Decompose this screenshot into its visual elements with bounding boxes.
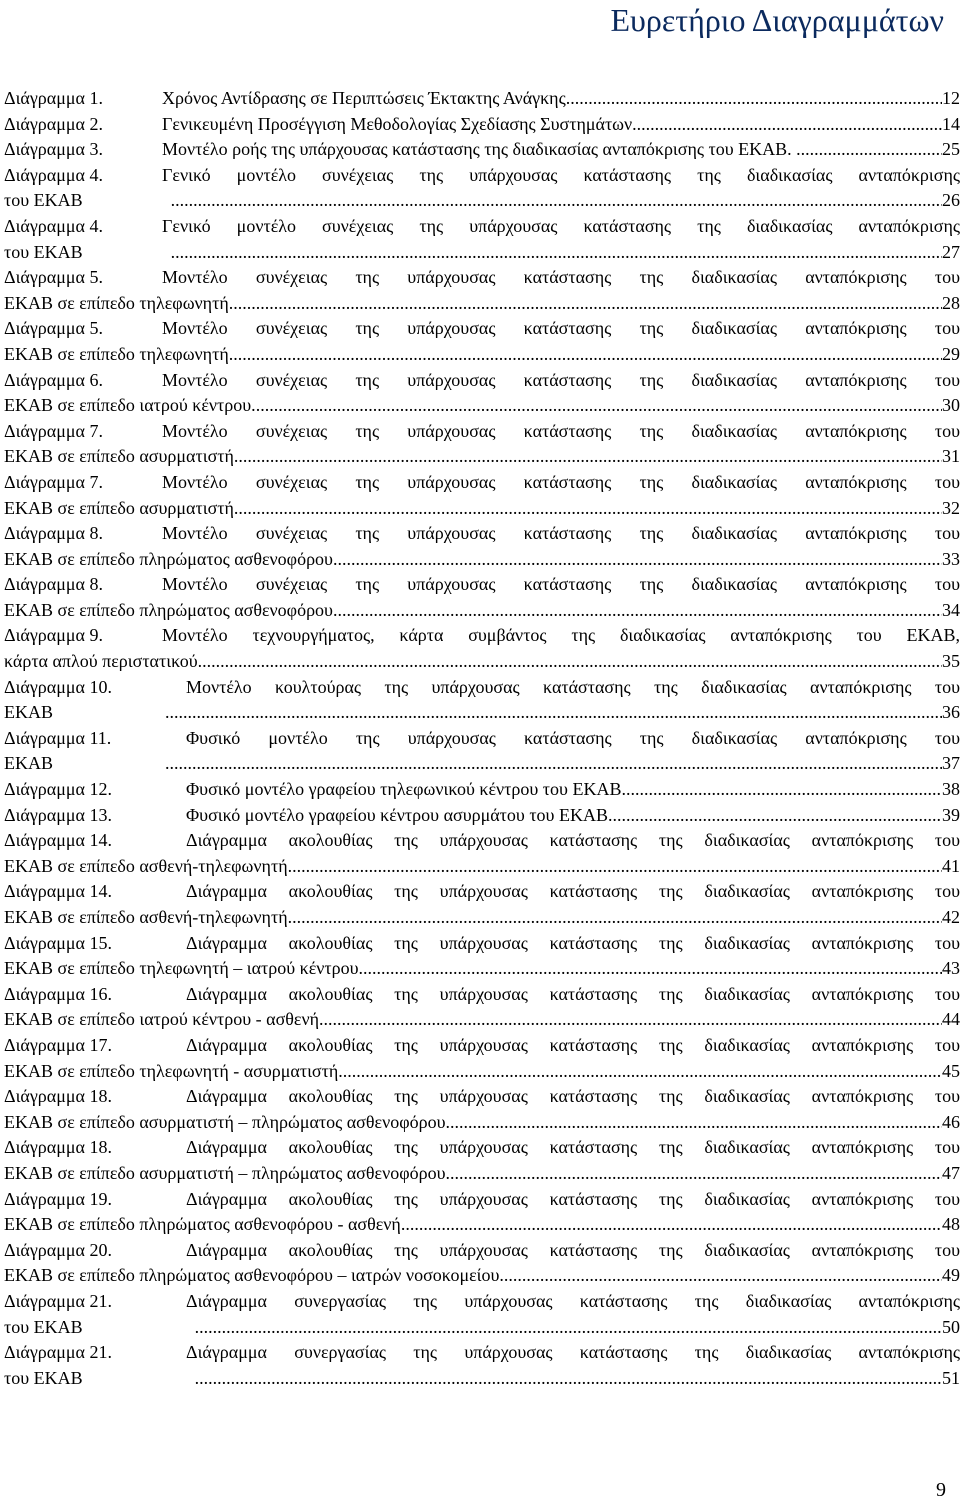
toc-entry-page: 30 [942, 395, 960, 416]
toc-entry-page: 12 [942, 88, 960, 108]
toc-entry-title: Διάγραμμα συνεργασίας της υπάρχουσας κατάστασης της διαδικασίας ανταπόκρισης [186, 1290, 960, 1311]
toc-entry-title: Διάγραμμα ακολουθίας της υπάρχουσας κατάστασης της διαδικασίας ανταπόκρισης του [186, 932, 960, 953]
toc-entry-label: Διάγραμμα 12. [4, 779, 112, 800]
toc-entry-label: Διάγραμμα 20. [4, 1239, 112, 1260]
toc-entry[interactable] [4, 112, 960, 138]
toc-entry[interactable] [4, 521, 960, 572]
toc-entry-label: Διάγραμμα 8. [4, 574, 103, 595]
dot-leader [337, 547, 942, 573]
dot-leader [566, 86, 942, 112]
toc-entry[interactable] [4, 1033, 960, 1084]
dot-leader [198, 649, 942, 675]
diagram-index-list [4, 86, 960, 1391]
toc-entry-label: Διάγραμμα 1. [4, 88, 103, 108]
toc-entry-title: Διάγραμμα ακολουθίας της υπάρχουσας κατάστασης της διαδικασίας ανταπόκρισης του [186, 1086, 960, 1107]
dot-leader [195, 1315, 942, 1341]
toc-entry-page: 31 [942, 446, 960, 467]
toc-entry[interactable] [4, 675, 960, 726]
toc-entry-page: 46 [942, 1111, 960, 1132]
toc-entry-title: Μοντέλο συνέχειας της υπάρχουσας κατάστασης της διαδικασίας ανταπόκρισης του [162, 471, 960, 492]
toc-entry-title-continued: ΕΚΑΒ σε επίπεδο τηλεφωνητή - ασυρματιστή. [4, 1060, 343, 1081]
toc-entry-title-continued: ΕΚΑΒ σε επίπεδο ασυρματιστή. [4, 497, 239, 518]
toc-entry[interactable] [4, 828, 960, 879]
toc-entry-label: Διάγραμμα 10. [4, 676, 112, 697]
toc-entry-title-continued: ΕΚΑΒ [4, 753, 53, 774]
dot-leader [233, 291, 942, 317]
toc-entry-title-continued: ΕΚΑΒ σε επίπεδο ασυρματιστή. [4, 446, 239, 467]
toc-entry-page: 37 [942, 753, 960, 774]
toc-entry-page: 39 [942, 804, 960, 825]
dot-leader [450, 1161, 942, 1187]
toc-entry-page: 38 [942, 779, 960, 800]
toc-entry-label: Διάγραμμα 5. [4, 267, 103, 288]
toc-entry-page: 45 [942, 1060, 960, 1081]
toc-entry-label: Διάγραμμα 14. [4, 830, 112, 851]
toc-entry-page: 14 [942, 113, 960, 134]
toc-entry-label: Διάγραμμα 21. [4, 1290, 112, 1311]
toc-entry-title-continued: ΕΚΑΒ [4, 702, 53, 723]
toc-entry[interactable] [4, 931, 960, 982]
dot-leader [621, 777, 942, 803]
toc-entry[interactable] [4, 1187, 960, 1238]
toc-entry-title: Γενικευμένη Προσέγγιση Μεθοδολογίας Σχεδίασης Συστημάτων [162, 113, 633, 134]
toc-entry-page: 33 [942, 548, 960, 569]
toc-entry-title-continued: του ΕΚΑΒ [4, 241, 83, 262]
toc-entry-label: Διάγραμμα 7. [4, 471, 103, 492]
toc-entry-page: 42 [942, 907, 960, 927]
toc-entry-page: 50 [942, 1316, 960, 1337]
toc-entry-title: Μοντέλο συνέχειας της υπάρχουσας κατάστασης της διαδικασίας ανταπόκρισης του [162, 318, 960, 339]
toc-entry-title: Μοντέλο συνέχειας της υπάρχουσας κατάστασης της διαδικασίας ανταπόκρισης του [162, 523, 960, 544]
toc-entry-label: Διάγραμμα 11. [4, 727, 112, 748]
toc-entry-label: Διάγραμμα 13. [4, 804, 112, 825]
toc-entry-label: Διάγραμμα 4. [4, 215, 103, 236]
toc-entry[interactable] [4, 1084, 960, 1135]
toc-entry-page: 48 [942, 1214, 960, 1235]
dot-leader [343, 1059, 942, 1085]
toc-entry[interactable] [4, 368, 960, 419]
toc-entry[interactable] [4, 214, 960, 265]
toc-entry[interactable] [4, 86, 960, 112]
dot-leader [450, 1110, 942, 1136]
toc-entry-title-continued: ΕΚΑΒ σε επίπεδο πληρώματος ασθενοφόρου – ιατρών νοσοκομείου. [4, 1265, 504, 1286]
toc-entry-title: Μοντέλο συνέχειας της υπάρχουσας κατάστασης της διαδικασίας ανταπόκρισης του [162, 420, 960, 441]
toc-entry-label: Διάγραμμα 17. [4, 1034, 112, 1055]
dot-leader [238, 444, 942, 470]
dot-leader [405, 1212, 942, 1238]
toc-entry[interactable] [4, 982, 960, 1033]
dot-leader [292, 854, 942, 880]
toc-entry[interactable] [4, 137, 960, 163]
toc-entry-page: 41 [942, 855, 960, 876]
toc-entry-page: 49 [942, 1265, 960, 1286]
toc-entry[interactable] [4, 1238, 960, 1289]
toc-entry[interactable] [4, 419, 960, 470]
dot-leader [256, 393, 942, 419]
dot-leader [238, 496, 942, 522]
dot-leader [632, 112, 942, 138]
toc-entry-title: Γενικό μοντέλο συνέχειας της υπάρχουσας κατάστασης της διαδικασίας ανταπόκρισης [162, 215, 960, 236]
toc-entry-page: 32 [942, 497, 960, 518]
toc-entry-title: Διάγραμμα ακολουθίας της υπάρχουσας κατάστασης της διαδικασίας ανταπόκρισης του [186, 983, 960, 1004]
toc-entry-title-continued: του ΕΚΑΒ [4, 1367, 83, 1388]
dot-leader [195, 1366, 942, 1392]
toc-entry-title: Μοντέλο συνέχειας της υπάρχουσας κατάστασης της διαδικασίας ανταπόκρισης του [162, 267, 960, 288]
dot-leader [337, 598, 942, 624]
toc-entry-page: 47 [942, 1162, 960, 1183]
toc-entry-page: 43 [942, 958, 960, 979]
toc-entry-title: Μοντέλο συνέχειας της υπάρχουσας κατάστασης της διαδικασίας ανταπόκρισης του [162, 574, 960, 595]
toc-entry-label: Διάγραμμα 5. [4, 318, 103, 339]
toc-entry-title: Διάγραμμα ακολουθίας της υπάρχουσας κατάστασης της διαδικασίας ανταπόκρισης του [186, 830, 960, 851]
toc-entry-title: Μοντέλο τεχνουργήματος, κάρτα συμβάντος της διαδικασίας ανταπόκρισης του ΕΚΑΒ, [162, 625, 960, 646]
toc-entry[interactable] [4, 803, 960, 829]
toc-entry-page: 34 [942, 599, 960, 620]
toc-entry-label: Διάγραμμα 21. [4, 1342, 112, 1363]
toc-entry-page: 29 [942, 343, 960, 364]
dot-leader [171, 188, 942, 214]
toc-entry-title-continued: ΕΚΑΒ σε επίπεδο τηλεφωνητή – ιατρού κέντρου. [4, 958, 364, 979]
toc-entry-title: Μοντέλο κουλτούρας της υπάρχουσας κατάστασης της διαδικασίας ανταπόκρισης του [186, 676, 960, 697]
page-title: Ευρετήριο Διαγραμμάτων [610, 2, 944, 38]
toc-entry-title: Διάγραμμα ακολουθίας της υπάρχουσας κατάστασης της διαδικασίας ανταπόκρισης του [186, 1239, 960, 1260]
toc-entry-title-continued: ΕΚΑΒ σε επίπεδο ιατρού κέντρου - ασθενή. [4, 1009, 324, 1030]
dot-leader [233, 342, 942, 368]
dot-leader [165, 751, 942, 777]
toc-entry-label: Διάγραμμα 18. [4, 1086, 112, 1107]
toc-entry[interactable] [4, 265, 960, 316]
toc-entry-title-continued: ΕΚΑΒ σε επίπεδο πληρώματος ασθενοφόρου - ασθενή. [4, 1214, 406, 1235]
toc-entry-title: Φυσικό μοντέλο γραφείου κέντρου ασυρμάτου του ΕΚΑΒ [186, 804, 608, 825]
toc-entry-label: Διάγραμμα 16. [4, 983, 112, 1004]
toc-entry-title-continued: ΕΚΑΒ σε επίπεδο ασυρματιστή – πληρώματος ασθενοφόρου. [4, 1162, 450, 1183]
toc-entry-page: 26 [942, 190, 960, 211]
toc-entry-label: Διάγραμμα 15. [4, 932, 112, 953]
dot-leader [324, 1007, 942, 1033]
toc-entry-title-continued: ΕΚΑΒ σε επίπεδο τηλεφωνητή. [4, 292, 234, 313]
toc-entry[interactable] [4, 316, 960, 367]
toc-entry-page: 35 [942, 651, 960, 672]
toc-entry-label: Διάγραμμα 9. [4, 625, 103, 646]
toc-entry-label: Διάγραμμα 6. [4, 369, 103, 390]
dot-leader [504, 1263, 942, 1289]
toc-entry-label: Διάγραμμα 7. [4, 420, 103, 441]
toc-entry-title-continued: ΕΚΑΒ σε επίπεδο ασθενή-τηλεφωνητή. [4, 855, 293, 876]
toc-entry-label: Διάγραμμα 3. [4, 139, 103, 160]
toc-entry-title-continued: κάρτα απλού περιστατικού [4, 651, 198, 672]
toc-entry[interactable] [4, 777, 960, 803]
toc-entry[interactable] [4, 470, 960, 521]
toc-entry-title-continued: του ΕΚΑΒ [4, 190, 83, 211]
toc-entry-title: Διάγραμμα ακολουθίας της υπάρχουσας κατάστασης της διαδικασίας ανταπόκρισης του [186, 1137, 960, 1158]
toc-entry-label: Διάγραμμα 8. [4, 523, 103, 544]
toc-entry-title: Διάγραμμα ακολουθίας της υπάρχουσας κατάστασης της διαδικασίας ανταπόκρισης του [186, 1034, 960, 1055]
toc-entry-label: Διάγραμμα 4. [4, 164, 103, 185]
toc-entry-title: Χρόνος Αντίδρασης σε Περιπτώσεις Έκτακτης Ανάγκης [162, 88, 566, 108]
toc-entry-title-continued: ΕΚΑΒ σε επίπεδο ασθενή-τηλεφωνητή. [4, 907, 293, 927]
toc-entry-title-continued: ΕΚΑΒ σε επίπεδο ιατρού κέντρου. [4, 395, 256, 416]
toc-entry[interactable] [4, 623, 960, 674]
toc-entry-title-continued: του ΕΚΑΒ [4, 1316, 83, 1337]
dot-leader [363, 956, 942, 982]
toc-entry-title: Φυσικό μοντέλο της υπάρχουσας κατάστασης της διαδικασίας ανταπόκρισης του [186, 727, 960, 748]
toc-entry-label: Διάγραμμα 19. [4, 1188, 112, 1209]
toc-entry-title: Μοντέλο συνέχειας της υπάρχουσας κατάστασης της διαδικασίας ανταπόκρισης του [162, 369, 960, 390]
toc-entry-page: 44 [942, 1009, 960, 1030]
toc-entry[interactable] [4, 726, 960, 777]
toc-entry-page: 27 [942, 241, 960, 262]
toc-entry-title-continued: ΕΚΑΒ σε επίπεδο τηλεφωνητή. [4, 343, 234, 364]
toc-entry[interactable] [4, 879, 960, 930]
toc-entry-page: 28 [942, 292, 960, 313]
toc-entry-title: Γενικό μοντέλο συνέχειας της υπάρχουσας κατάστασης της διαδικασίας ανταπόκρισης [162, 164, 960, 185]
toc-entry-title: Διάγραμμα ακολουθίας της υπάρχουσας κατάστασης της διαδικασίας ανταπόκρισης του [186, 1188, 960, 1209]
toc-entry-page: 25 [942, 139, 960, 160]
dot-leader [608, 803, 942, 829]
page-number: 9 [936, 1479, 946, 1501]
dot-leader [805, 137, 942, 163]
toc-entry-title-continued: ΕΚΑΒ σε επίπεδο πληρώματος ασθενοφόρου. [4, 599, 338, 620]
toc-entry[interactable] [4, 163, 960, 214]
toc-entry-title-continued: ΕΚΑΒ σε επίπεδο πληρώματος ασθενοφόρου. [4, 548, 338, 569]
toc-entry-title: Μοντέλο ροής της υπάρχουσας κατάστασης της διαδικασίας ανταπόκρισης του ΕΚΑΒ. .. [162, 139, 806, 160]
toc-entry-label: Διάγραμμα 18. [4, 1137, 112, 1158]
toc-entry[interactable] [4, 1135, 960, 1186]
toc-entry[interactable] [4, 572, 960, 623]
toc-entry-title: Διάγραμμα ακολουθίας της υπάρχουσας κατάστασης της διαδικασίας ανταπόκρισης του [186, 881, 960, 902]
toc-entry-label: Διάγραμμα 14. [4, 881, 112, 902]
toc-entry-title: Φυσικό μοντέλο γραφείου τηλεφωνικού κέντρου του ΕΚΑΒ [186, 779, 622, 800]
toc-entry[interactable] [4, 1340, 960, 1391]
toc-entry-page: 36 [942, 702, 960, 723]
dot-leader [171, 240, 942, 266]
toc-entry[interactable] [4, 1289, 960, 1340]
toc-entry-title-continued: ΕΚΑΒ σε επίπεδο ασυρματιστή – πληρώματος ασθενοφόρου. [4, 1111, 450, 1132]
toc-entry-label: Διάγραμμα 2. [4, 113, 103, 134]
toc-entry-title: Διάγραμμα συνεργασίας της υπάρχουσας κατάστασης της διαδικασίας ανταπόκρισης [186, 1342, 960, 1363]
dot-leader [165, 700, 942, 726]
dot-leader [292, 905, 942, 931]
toc-entry-page: 51 [942, 1367, 960, 1388]
